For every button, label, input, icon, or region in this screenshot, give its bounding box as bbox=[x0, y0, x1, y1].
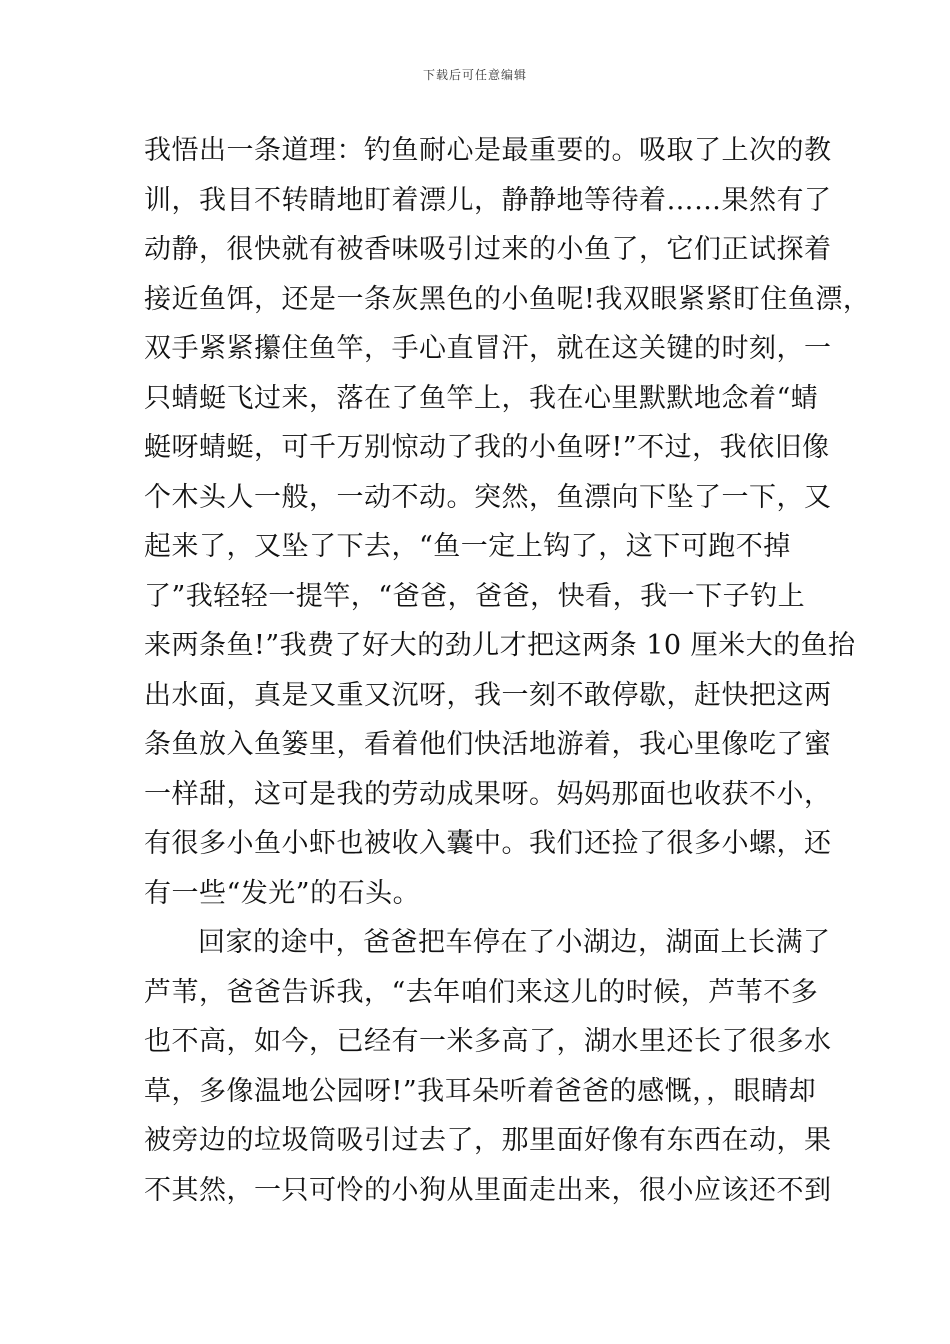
text-line: 被旁边的垃圾筒吸引过去了，那里面好像有东西在动，果 bbox=[144, 1125, 832, 1156]
text-line: 芦苇，爸爸告诉我，“去年咱们来这儿的时候，芦苇不多 bbox=[144, 976, 819, 1008]
text-line: 条鱼放入鱼篓里，看着他们快活地游着，我心里像吃了蜜 bbox=[144, 729, 832, 760]
text-line: 个木头人一般，一动不动。突然，鱼漂向下坠了一下，又 bbox=[144, 481, 832, 513]
text-line: 只蜻蜓飞过来，落在了鱼竿上，我在心里默默地念着“蜻 bbox=[144, 382, 819, 414]
text-line: 起来了，又坠了下去，“鱼一定上钩了，这下可跑不掉 bbox=[144, 531, 791, 562]
text-line: 不其然，一只可怜的小狗从里面走出来，很小应该还不到 bbox=[144, 1174, 832, 1206]
text-line: 训，我目不转睛地盯着漂儿，静静地等待着……果然有了 bbox=[144, 184, 832, 216]
text-line: 草，多像温地公园呀!”我耳朵听着爸爸的感慨，，眼睛却 bbox=[144, 1075, 817, 1107]
text-line: 有一些“发光”的石头。 bbox=[144, 877, 421, 909]
text-line: 有很多小鱼小虾也被收入囊中。我们还捡了很多小螺，还 bbox=[144, 828, 832, 859]
text-line: 出水面，真是又重又沉呀，我一刻不敢停歇，赶快把这两 bbox=[144, 679, 832, 711]
text-line: 了”我轻轻一提竿，“爸爸，爸爸，快看，我一下子钓上 bbox=[144, 580, 806, 612]
paragraph-start-line: 回家的途中，爸爸把车停在了小湖边，湖面上长满了 bbox=[198, 927, 831, 958]
header-note: 下载后可任意编辑 bbox=[422, 68, 527, 82]
text-line: 一样甜，这可是我的劳动成果呀。妈妈那面也收获不小， bbox=[144, 778, 832, 810]
text-line: 接近鱼饵，还是一条灰黑色的小鱼呢!我双眼紧紧盯住鱼漂， bbox=[144, 283, 871, 315]
text-line: 蜓呀蜻蜓，可千万别惊动了我的小鱼呀!”不过，我依旧像 bbox=[144, 432, 830, 463]
text-line: 动静，很快就有被香味吸引过来的小鱼了，它们正试探着 bbox=[144, 234, 832, 265]
text-line: 来两条鱼!”我费了好大的劲儿才把这两条 10 厘米大的鱼抬 bbox=[144, 630, 856, 661]
body-text bbox=[144, 126, 871, 1215]
text-line: 双手紧紧攥住鱼竿，手心直冒汗，就在这关键的时刻，一 bbox=[144, 333, 832, 364]
text-line: 我悟出一条道理：钓鱼耐心是最重要的。吸取了上次的教 bbox=[144, 135, 832, 166]
text-line: 也不高，如今，已经有一米多高了，湖水里还长了很多水 bbox=[144, 1026, 832, 1057]
